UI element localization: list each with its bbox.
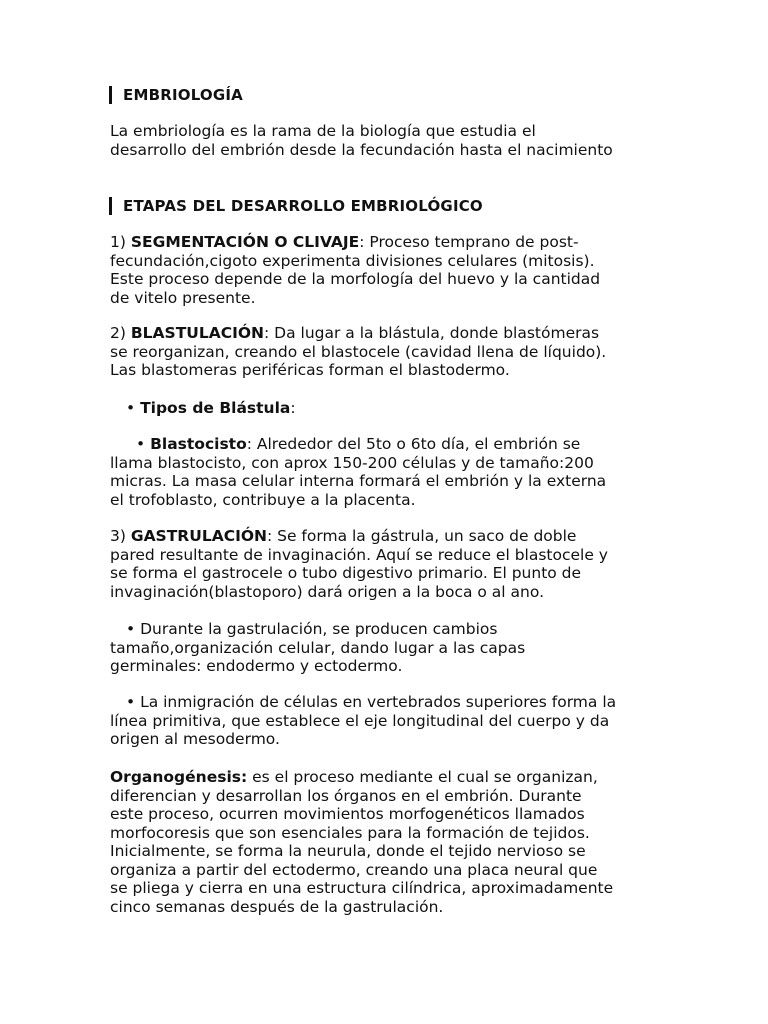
- text-line: morfocoresis que son esenciales para la formación de tejidos.: [110, 823, 590, 842]
- bullet-inmigracion: [110, 693, 670, 749]
- text-line: cinco semanas después de la gastrulación.: [110, 897, 444, 916]
- text-line: se forma el gastrocele o tubo digestivo primario. El punto de: [110, 564, 582, 582]
- term-tipos: Tipos de Blástula: [140, 399, 291, 417]
- term-gastrulacion: GASTRULACIÓN: [130, 527, 267, 545]
- text-line: [110, 324, 670, 343]
- text-line: [110, 768, 670, 787]
- text-line: de vitelo presente.: [110, 288, 256, 307]
- text-line: diferencian y desarrollan los órganos en el embrión. Durante: [110, 786, 582, 805]
- bullet-icon: •: [126, 399, 141, 417]
- text-line: Inicialmente, se forma la neurula, donde el tejido nervioso se: [110, 842, 586, 860]
- text-line: este proceso, ocurren movimientos morfogenéticos llamados: [110, 805, 585, 823]
- text-line: origen al mesodermo.: [110, 730, 280, 748]
- text-run: es el proceso mediante el cual se organizan,: [247, 768, 598, 786]
- bullet-blastocisto: [110, 435, 670, 509]
- text-line: organiza a partir del ectodermo, creando una placa neural que: [110, 860, 598, 879]
- text-line: invaginación(blastoporo) dará origen a la boca o al ano.: [110, 582, 544, 601]
- text-line: el trofoblasto, contribuye a la placenta.: [110, 490, 416, 509]
- text-line: se reorganizan, creando el blastocele (cavidad llena de líquido).: [110, 342, 607, 361]
- text-line: tamaño,organización celular, dando lugar a las capas: [110, 638, 526, 657]
- text-run: :: [290, 399, 296, 417]
- term-organogenesis: Organogénesis:: [110, 768, 248, 786]
- text-line: [110, 435, 670, 454]
- bullet-icon: •: [136, 435, 151, 453]
- paragraph-organogenesis: [110, 768, 670, 916]
- text-line: • La inmigración de células en vertebrados superiores forma la: [126, 693, 617, 711]
- text-run: : Proceso temprano de post-: [359, 233, 579, 251]
- text-line: línea primitiva, que establece el eje longitudinal del cuerpo y da: [110, 711, 610, 730]
- intro-paragraph: [110, 122, 670, 159]
- text-line: [110, 233, 670, 252]
- item-number: 2): [110, 324, 131, 342]
- bullet-tipos: [110, 399, 670, 418]
- text-line: Las blastomeras periféricas forman el blastodermo.: [110, 361, 510, 379]
- paragraph-blastulacion: [110, 324, 670, 380]
- paragraph-gastrulacion: [110, 527, 670, 601]
- text-run: : Da lugar a la blástula, donde blastómeras: [264, 324, 600, 342]
- term-blastocisto: Blastocisto: [150, 435, 247, 453]
- text-line: Este proceso depende de la morfología del huevo y la cantidad: [110, 270, 601, 288]
- bullet-durante: [110, 620, 670, 676]
- heading-etapas: ETAPAS DEL DESARROLLO EMBRIOLÓGICO: [109, 197, 483, 215]
- text-line: [110, 527, 670, 546]
- text-line: llama blastocisto, con aprox 150-200 células y de tamaño:200: [110, 453, 594, 472]
- text-line: [110, 399, 670, 418]
- paragraph-segmentacion: [110, 233, 670, 307]
- text-run: : Alrededor del 5to o 6to día, el embrión se: [246, 435, 581, 453]
- text-line: desarrollo del embrión desde la fecundación hasta el nacimiento: [110, 140, 613, 159]
- item-number: 3): [110, 527, 131, 545]
- text-line: fecundación,cigoto experimenta divisiones celulares (mitosis).: [110, 251, 595, 270]
- text-run: : Se forma la gástrula, un saco de doble: [266, 527, 577, 545]
- text-line: micras. La masa celular interna formará el embrión y la externa: [110, 472, 607, 490]
- text-line: germinales: endodermo y ectodermo.: [110, 657, 403, 675]
- item-number: 1): [110, 233, 131, 251]
- text-line: La embriología es la rama de la biología que estudia el: [110, 122, 536, 140]
- term-blastulacion: BLASTULACIÓN: [130, 324, 265, 342]
- text-line: pared resultante de invaginación. Aquí se reduce el blastocele y: [110, 545, 608, 564]
- term-segmentacion: SEGMENTACIÓN O CLIVAJE: [130, 233, 360, 251]
- text-line: • Durante la gastrulación, se producen cambios: [126, 620, 498, 638]
- heading-embriologia: EMBRIOLOGÍA: [109, 86, 243, 104]
- text-line: se pliega y cierra en una estructura cilíndrica, aproximadamente: [110, 879, 614, 897]
